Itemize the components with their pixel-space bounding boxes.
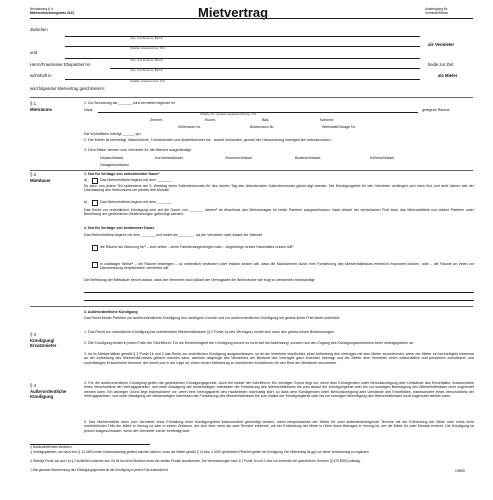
s1-kitchen: Küche, <box>205 118 217 122</box>
s2-a-paragraph: Es kann von jedem Teil spätestens am 3. Werktag eines Kalendermonats für den letzten Tag des übernächsten Kalendermonats gekün-digt werden. Die Kündigungsfrist für den Vermieter verlängert sich nach fünf und acht Jahren seit der Überlassung des Wohnraums um jeweils drei Monate. <box>84 184 474 193</box>
s2-b-label: b) <box>84 200 88 204</box>
s1-attic: Bodenraum Nr. <box>250 125 275 129</box>
copy-for-line-2: Vermieter/Mieter <box>425 11 449 15</box>
landlord-name-line[interactable] <box>65 36 420 37</box>
s2-b-checkbox[interactable] <box>92 200 98 206</box>
footnote-2: ²) Vertragsparteien, der nach dem § 13 UWG einen Kostenanschlag geltend machen können, muss der Mieter gemäß § 14 Abs. 4 UWG gefördertes Pflichten gelten bei Kündigung. Der Mietvertrag ist ggf. um diese Vereinbarung zu ergänzen. <box>30 450 370 454</box>
s4-heading-1: Außerordentliche <box>30 389 67 394</box>
s2-heading-2: 2. Nur für Verträge von bestimmter Dauer <box>84 226 155 230</box>
s2-b-paragraph: Das Recht zur ordentlichen Kündigung wird auf die Dauer von _______ Jahren² ab Abschluss des Mietvertrages für beide Parteien ausgeschlossen. Nach Ablauf der vereinbarten Frist kann das Mietverhältnis von beiden Parteien unter Beachtung der gesetzlichen Bestimmungen gekündigt werden. <box>84 208 474 217</box>
s4-heading-2: Kündigung <box>30 394 54 399</box>
footnote-1: ¹) Nichtzutreffendes streichen. <box>30 445 73 449</box>
s1-paragraph-2: 2. Der Mieter ist berechtigt, Waschküche, Trockenboden und Abstellkammer etc., soweit vorhanden, gemäß der Hausordnung unentgelt-lich mitzubenutzen. <box>84 138 332 142</box>
s2-a-label: a) <box>84 178 88 182</box>
tenant-name-label: (Vor- und Zuname, Beruf) <box>130 58 163 62</box>
s3-number: § 3 <box>30 332 37 337</box>
residing-label: wohnhaft in <box>30 73 52 78</box>
s3-heading-2: Ersatzmieter <box>30 343 57 348</box>
publisher-line-2: Mietrechtsreformgesetz 2013 <box>30 11 74 15</box>
section-rule <box>30 97 473 98</box>
s1-key-house: Hausschlüssel, <box>100 156 125 160</box>
s2-heading-1: 1. Nur für Verträge von unbestimmter Dauer¹ <box>84 172 160 176</box>
s1-garage: Werkstatt/Garage Nr. <box>322 125 356 129</box>
s2-paragraph-2a: die Räume als Wohnung für³ – sich selbst – seine Familienangehörigen oder – Angehörige seines Haushaltes nutzen will³ <box>100 245 294 249</box>
s3-subheading: 3. Außerordentliche Kündigung <box>84 310 138 314</box>
spouse-name-label: (Vor- und Zuname, Beruf) <box>130 68 163 72</box>
s2-paragraph-2b: in zulässiger Weise³ – die Räume beseitigen – so wesentlich verändern oder instand setzen will, dass die Maßnahmen durch eine Fortsetzung des Mietverhältnisses erheblich erschwert würden, oder – die Räume an einen zur Dienstleistung Verpflichteten vermieten will. <box>100 262 474 271</box>
s2-a-text: Das Mietverhältnis beginnt mit dem _______ . <box>100 178 174 182</box>
s4-number: § 4 <box>30 383 37 388</box>
copy-for-line-1: Ausfertigung für <box>425 7 448 11</box>
s1-rooms: Zimmer, <box>150 118 163 122</box>
s2-usage-line-2[interactable] <box>84 300 474 301</box>
s3-paragraph-0: Das Recht beider Parteien zur außerordentlichen Kündigung aus wichtigem Grunde und zur außerordentlichen Kündigung mit gesetz-licher Frist bleibt unberührt. <box>84 316 341 320</box>
s1-location: gelegene Räume: <box>422 108 451 112</box>
s1-house-line[interactable] <box>98 112 418 113</box>
s1-house-label: Haus <box>84 108 93 112</box>
s3-paragraph-3: 3. Ist im Mietverhältnis gemäß § 2 Punkt 1b und 2 das Recht zur ordentlichen Kündigung ausgeschlossen, so ist der Vermieter verpflichtet, einer Aufhebung des Vertrages mit dem Mieter zuzustimmen, wenn der Mieter ein berechtigtes Interesse an der Aufhebung des Mietverhält-nisses geltend machen kann, welches dasjenige des Vermieters am Bestand des Vertrages ganz erheblich überragt und der Mieter dem Vermieter einen wirtschaftlich und persönlich zumutbaren und zuverlässigen Ersatzmieter benennt, der bereit und in der Lage ist, einen neuen Mietvertrag zu identischen Konditionen für den Rest der Mietdauer einzutreten. <box>84 352 474 365</box>
s1-cellar: Kellerraum Nr. <box>178 125 201 129</box>
s1-size: Die Wohnfläche beträgt ______ qm. <box>84 132 142 136</box>
s2-2b-checkbox[interactable] <box>92 262 98 268</box>
s2-paragraph-2: Das Mietverhältnis beginnt mit dem _______ und endet am _______ , da der Vermieter nach Ablauf der Mietzeit <box>84 233 262 237</box>
s1-key-corridor: Korridorschlüssel, <box>155 156 184 160</box>
s1-bath: Bad, <box>262 118 270 122</box>
s1-wc: Kammer, <box>320 118 335 122</box>
landlord-address-line[interactable] <box>65 46 420 47</box>
landlord-name-label: (Vor- und Zuname, Beruf) <box>130 36 163 40</box>
s1-paragraph-3: 3. Dem Mieter werden vom Vermieter für die Mietzeit ausgehändigt: <box>84 148 192 152</box>
role-tenant: als Mieter <box>438 73 458 78</box>
publisher-line-1: Neufassung lt. d. <box>30 7 54 11</box>
page-title: Mietvertrag <box>198 5 269 20</box>
spouse-label: Herrn/Frau/seiner Ehepartner/-in <box>30 62 91 67</box>
header-rule <box>30 18 473 19</box>
s4-paragraph-4: 4. Für die außerordentliche Kündigung gelten die gesetzlichen Kündigungsgründe. Auch bei bedarf der Schriftform. Ein wichtiger Grund liegt vor, wenn dem Kündigenden unter Berücksichtigung aller Umstände des Einzelfalles, insbesondere eines Verschuldens der Vertragsparteien, und unter Abwägung der beiderseitigen Interessen die Fortsetzung des Mietverhältnisses bis zum Ablauf der Kündigungsfrist oder bis zur sonstigen Beendigung des Mietverhältnisses nicht zugemutet werden kann. Ein wichtiger Grund liegt insbesondere vor, wenn eine Vertragspartei den Hausfrieden nachhaltig stört, so dass dem Kündigenden unter Berücksichtigung aller Umstände des Einzelfalles, insbesondere eines Verschuldens der Vertragsparteien, und unter Abwägung der beiderseitigen Interessen die Fortsetzung des Mietverhältnisses bis zum Ablauf der Kündigungsfrist oder bis zur sonstigen Beendigung des Mietverhältnisses nicht zugemutet werden kann. <box>84 381 474 399</box>
s2-b-text: Das Mietverhältnis beginnt mit dem _______ . <box>100 200 174 204</box>
s1-key-cellar: Kellerschlüssel, <box>370 156 395 160</box>
s3-paragraph-2: 2. Die Kündigung bedarf in jedem Falle der Schriftform. Für die Rechtzeitigkeit der Kündigung kommt es nicht auf die Absendung, sondern auf den Zugang des Kündigungsschreibens beim Vertragspartner an. <box>84 341 415 345</box>
section-rule <box>30 306 473 307</box>
s3-heading-1: Kündigung/ <box>30 338 55 343</box>
section-rule <box>30 170 473 171</box>
footnote-4: ⁴) Bei genauer Bezeichnung des Kündigungsgrundes ist die Kündigung in jedem Fall ausreichend. <box>30 468 169 472</box>
and-label: und <box>30 50 37 55</box>
footnote-3: ³) Wichtig! Punkt 1a) und 1b) § 2 schließen einander aus. Es ist bei dem Kästchen eines der beiden Punkte anzukreuzen. Die Vereinbarungen nach § 2 Punkt 1b und 2 sind nur innerhalb der gesetzlichen Grenzen (§ 575 BGB) zulässig. <box>30 459 361 463</box>
s2-number: § 2 <box>30 172 37 177</box>
concluded-text: wird folgender Mietvertrag geschlossen¹: <box>30 86 106 91</box>
form-code: 1/9555 <box>455 469 465 473</box>
s1-key-attic: Bodenschlüssel, <box>295 156 322 160</box>
s2-heading: Mietdauer <box>30 178 51 183</box>
s1-intro: 1. Zur Benutzung als _______ wird vermietet folgende im <box>84 101 176 105</box>
s1-key-garage: Garagenschlüssel <box>100 163 129 167</box>
born-label: beide zur Zeit <box>428 62 454 67</box>
tenant-address-line[interactable] <box>65 79 420 80</box>
s1-key-room: Zimmerschlüssel, <box>225 156 253 160</box>
s1-number: § 1 <box>30 101 37 106</box>
s1-heading: Mieträume <box>30 107 52 112</box>
s4-paragraph-5: 5. Das Mietverhältnis kann vom Vermieter ohne Einhaltung einer Kündigungsfrist insbesondere gekündigt werden, wenn beispielsweise der Mieter für zwei aufeinanderfolgende Termine mit der Entrichtung der Miete oder eines nicht unerheblichen Teils der Miete in Verzug ist oder in einem Zeitraum, der sich über mehr als zwei Termine erstreckt, mit der Entrichtung der Miete in Höhe eines Betrages in Verzug ist, der die Miete für zwei Monate erreicht. Die Kündigung ist jedoch ausgeschlossen, wenn der Vermieter vorher befriedigt wird. <box>84 420 474 433</box>
tenant-name-line[interactable] <box>65 58 420 59</box>
landlord-address-label: (Straße, Hausnummer, Ort) <box>130 46 166 50</box>
tenant-address-label: (Straße, Hausnummer, Ort) <box>130 79 166 83</box>
role-landlord: als Vermieter <box>428 42 455 47</box>
s3-paragraph-1: 1. Das Recht zur ordentlichen Kündigung bei unbefristeten Mietverhältnissen (§ 2 Punkt 1a des Vertrages) richtet sich nach den gesetz-lichen Bestimmungen. <box>84 330 335 334</box>
s2-usage-line-1[interactable] <box>84 292 474 293</box>
between-label: Zwischen <box>30 27 48 32</box>
s1-house-sublabel: (Straße, Nr., genaue Lagebezeichnung, Ort) <box>200 112 257 116</box>
s2-paragraph-2c: Die Befristung der Mietdauer beruht darauf, dass der Vermieter nach Ablauf der Vertragszeit die Wohnräume wie folgt zu verwenden beabsichtigt: <box>84 278 316 282</box>
s2-2a-checkbox[interactable] <box>92 245 98 251</box>
